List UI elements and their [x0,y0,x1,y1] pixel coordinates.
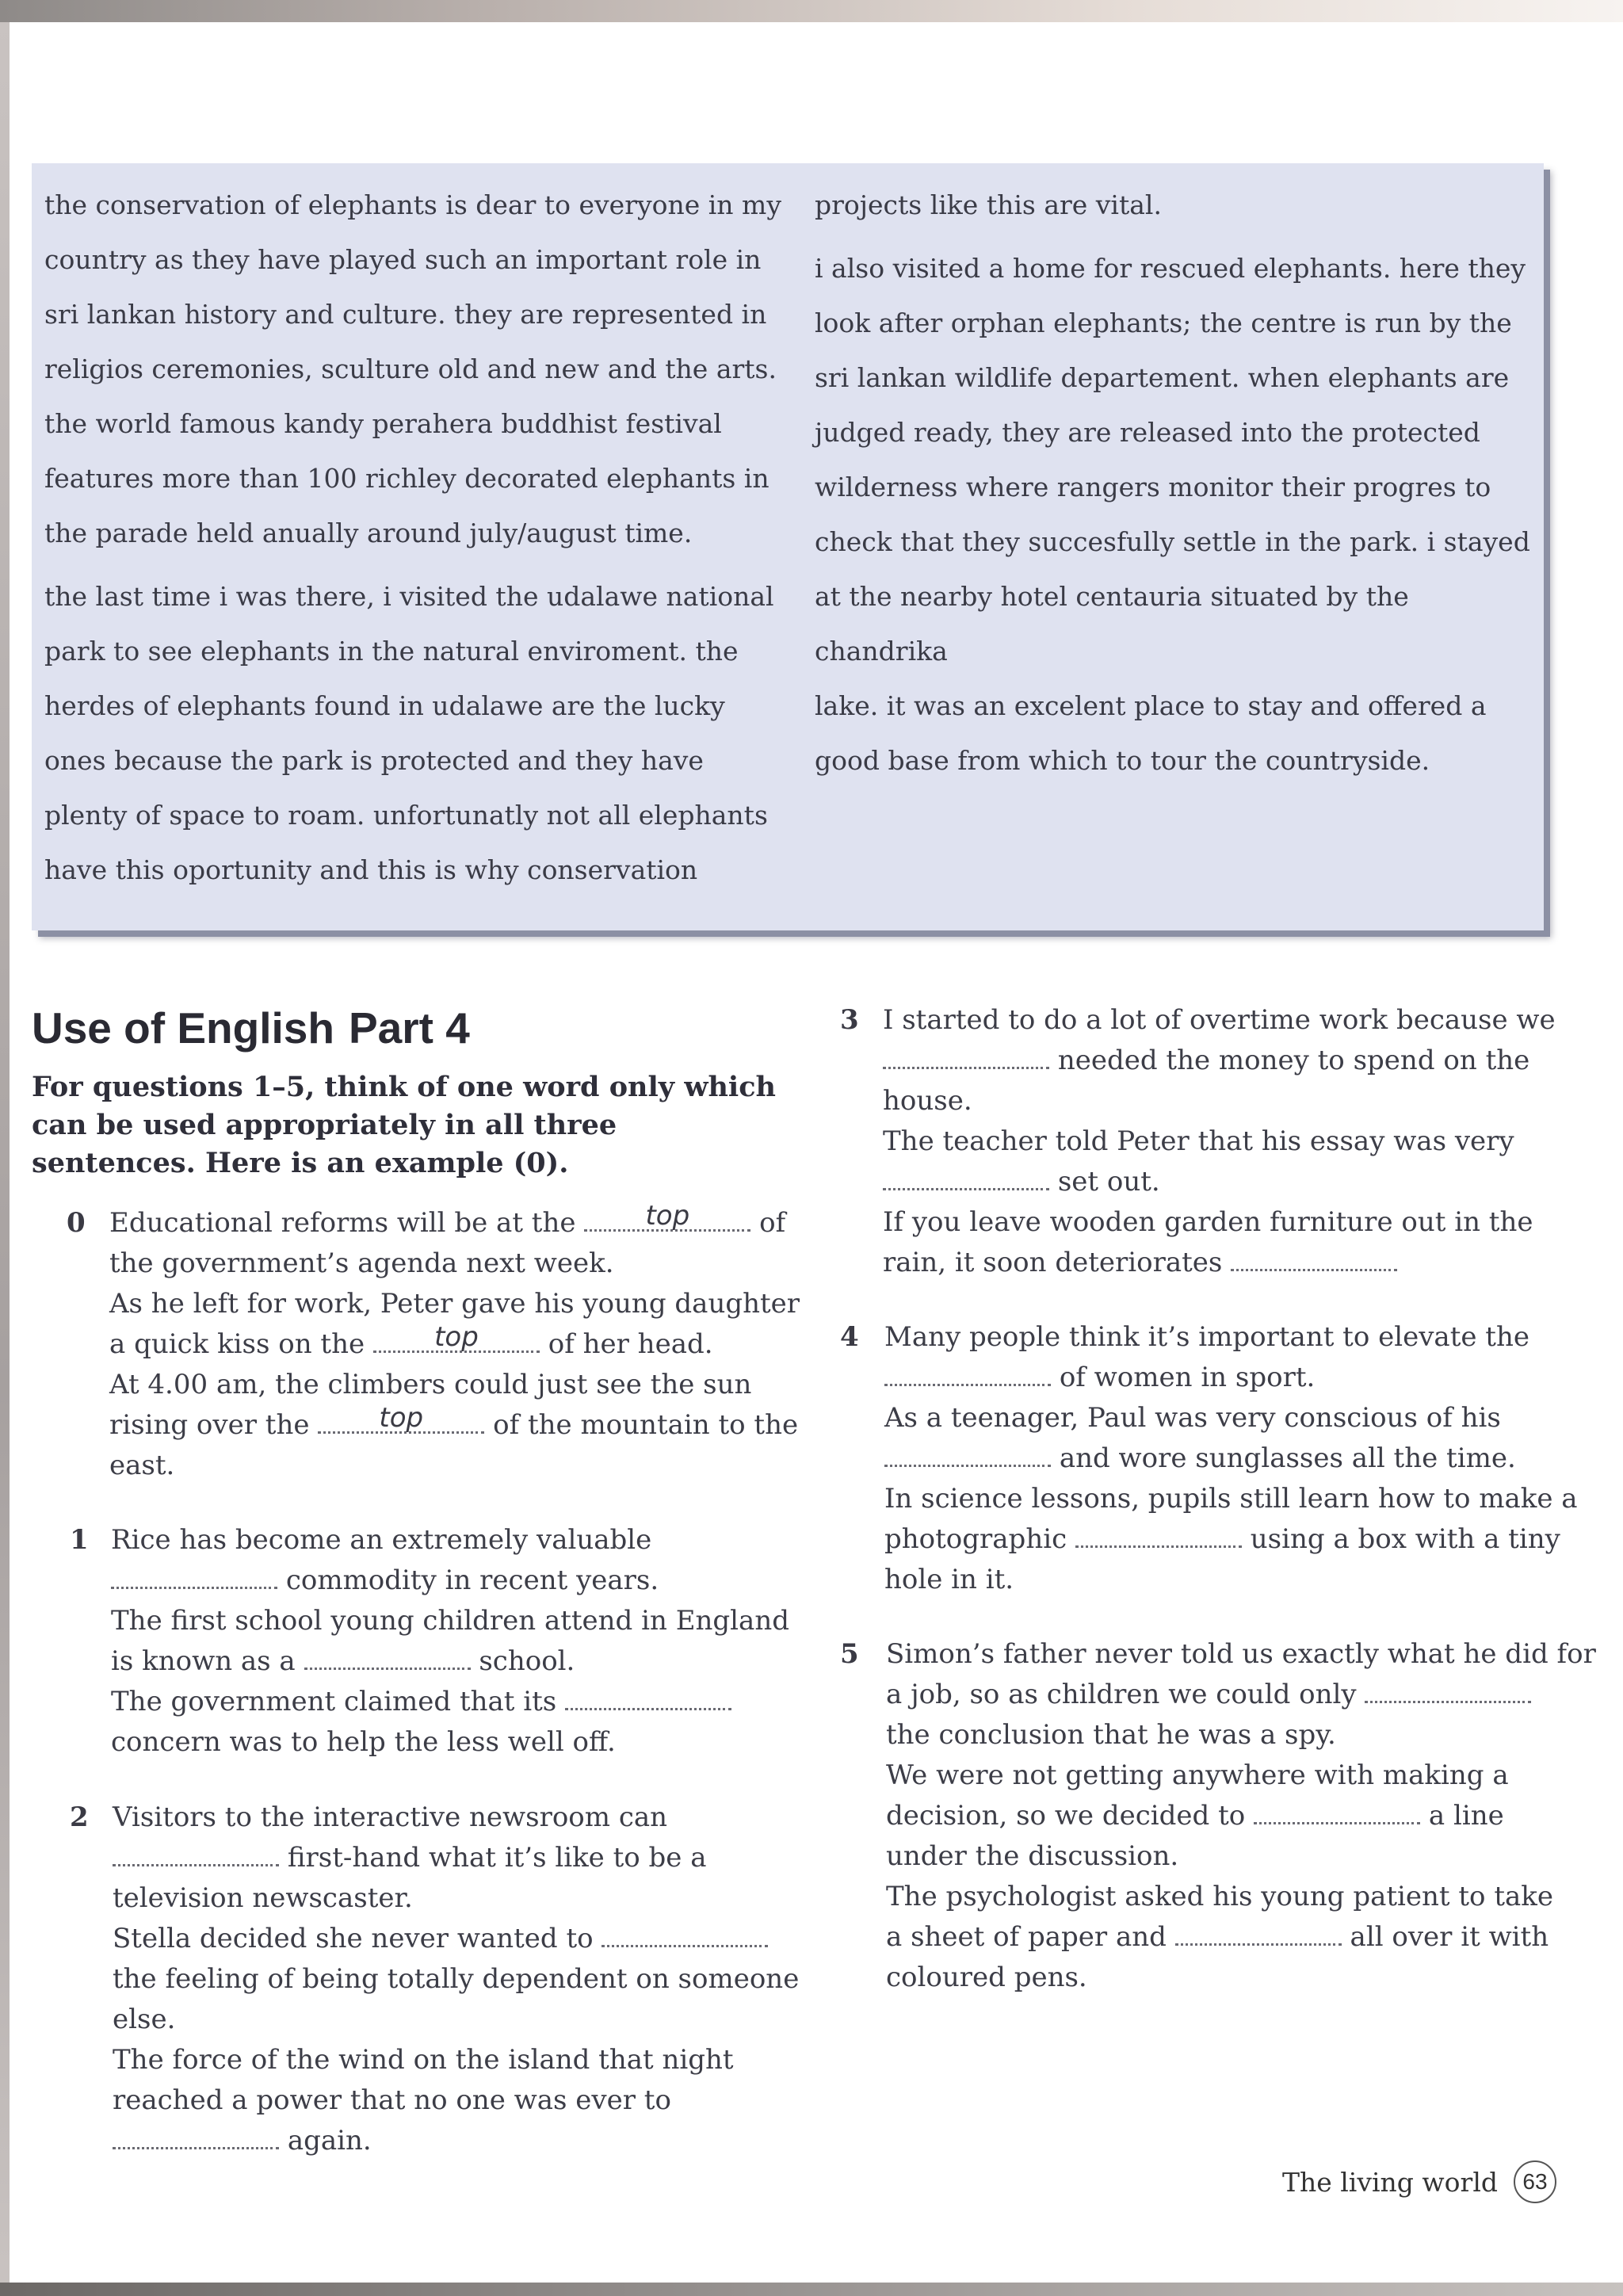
section-part-label: Part 4 [349,1003,470,1052]
passage-paragraph [44,569,797,897]
answer-blank[interactable] [884,1368,1051,1386]
question-text: I started to do a lot of overtime work because we [883,1004,1556,1036]
reading-passage-box [32,163,1544,930]
example-answer: top [379,1402,424,1434]
question-text: the feeling of being totally dependent on someone [113,1963,800,1995]
question-text: of the mountain to the [493,1409,799,1441]
answer-blank[interactable] [304,1652,471,1670]
question-text: The government claimed that its [111,1686,557,1717]
passage-line: plenty of space to roam. unfortunatly not all elephants [44,800,768,831]
passage-line: lake. it was an excelent place to stay and offered a [815,690,1487,721]
question-text: a sheet of paper and [886,1921,1167,1953]
passage-line: i also visited a home for rescued elephants. here they [815,253,1526,284]
question-text: reached a power that no one was ever to [113,2084,671,2116]
passage-line: the world famous kandy perahera buddhist festival [44,408,722,439]
question-text: commodity in recent years. [285,1564,659,1596]
page-bottom-edge [0,2283,1623,2296]
question-number: 5 [840,1638,859,1670]
question-text: rising over the [109,1409,310,1441]
question-text: concern was to help the less well off. [111,1726,616,1758]
passage-line: have this oportunity and this is why conservation [44,854,698,885]
question-text: rain, it soon deteriorates [883,1247,1223,1278]
answer-blank [318,1402,484,1434]
question-0 [32,1200,800,1486]
answer-blank [373,1321,540,1353]
passage-line: the conservation of elephants is dear to everyone in my [44,189,781,220]
question-text: first-hand what it’s like to be a [287,1842,707,1874]
answer-blank[interactable] [883,1172,1049,1190]
question-text: Simon’s father never told us exactly what he did for [886,1638,1596,1670]
passage-line: judged ready, they are released into the protected [815,417,1480,448]
passage-line: look after orphan elephants; the centre is run by the [815,308,1512,338]
question-text: coloured pens. [886,1962,1087,1993]
section-title [32,1000,470,1056]
question-text: decision, so we decided to [886,1800,1246,1832]
question-text: the government’s agenda next week. [109,1247,614,1279]
question-text: a job, so as children we could only [886,1679,1357,1710]
passage-line: country as they have played such an important role in [44,244,762,275]
passage-paragraph [815,178,1544,232]
passage-line: ones because the park is protected and they have [44,745,704,776]
passage-paragraph [815,241,1544,788]
answer-blank[interactable] [1175,1927,1342,1946]
question-text: photographic [884,1523,1067,1555]
question-text: The force of the wind on the island that night [113,2044,734,2076]
passage-line: herdes of elephants found in udalawe are the lucky [44,690,725,721]
passage-line: good base from which to tour the countryside. [815,745,1430,776]
section-instructions: For questions 1–5, think of one word only which can be used appropriately in all three sentences. Here is an example (0). [32,1071,776,1179]
question-number: 1 [70,1524,89,1556]
answer-blank[interactable] [565,1692,731,1710]
question-2 [32,1797,800,2161]
question-text: The first school young children attend in England [111,1605,789,1637]
question-number: 2 [70,1801,89,1833]
question-text: The psychologist asked his young patient to take [886,1881,1553,1912]
question-text: The teacher told Peter that his essay was very [883,1125,1514,1157]
page-binding-edge [0,22,10,2296]
passage-right-column [815,178,1544,797]
question-text: else. [113,2004,176,2035]
section-title-text: Use of English [32,1003,334,1052]
question-text: Many people think it’s important to elevate the [884,1321,1529,1353]
question-text: set out. [1057,1166,1160,1198]
question-text: a quick kiss on the [109,1328,365,1360]
question-text: hole in it. [884,1564,1014,1595]
passage-line: check that they succesfully settle in the park. i stayed [815,526,1530,557]
question-text: At 4.00 am, the climbers could just see the sun [109,1369,752,1400]
question-text: using a box with a tiny [1250,1523,1560,1555]
question-text: the conclusion that he was a spy. [886,1719,1336,1751]
answer-blank[interactable] [601,1929,768,1947]
answer-blank[interactable] [111,1571,277,1589]
question-text: We were not getting anywhere with making a [886,1759,1509,1791]
question-text: of her head. [548,1328,713,1360]
question-text: Stella decided she never wanted to [113,1923,594,1954]
question-text: under the discussion. [886,1840,1179,1872]
passage-paragraph [44,178,797,560]
answer-blank[interactable] [1231,1253,1397,1271]
question-5 [840,1634,1596,1998]
answer-blank[interactable] [1075,1530,1242,1548]
question-text: school. [479,1645,575,1677]
example-answer: top [645,1200,690,1232]
page-top-edge [0,0,1623,22]
passage-line: at the nearby hotel centauria situated by the chandrika [815,581,1409,667]
passage-line: features more than 100 richley decorated elephants in [44,463,769,494]
question-3 [840,1000,1577,1283]
footer-section-name: The living world [1281,2166,1498,2198]
answer-blank[interactable] [884,1449,1051,1467]
question-text: is known as a [111,1645,296,1677]
answer-blank [584,1200,750,1232]
question-1 [32,1520,792,1763]
question-number: 4 [840,1321,859,1353]
question-text: needed the money to spend on the [1057,1045,1530,1076]
question-text: Rice has become an extremely valuable [111,1524,652,1556]
question-text: Visitors to the interactive newsroom can [113,1801,668,1833]
question-text: again. [287,2125,372,2157]
passage-line: projects like this are vital. [815,189,1162,220]
question-text: east. [109,1450,175,1481]
passage-line: the last time i was there, i visited the udalawe national [44,581,774,612]
answer-blank[interactable] [1254,1806,1420,1824]
question-text: As he left for work, Peter gave his young daughter [109,1288,800,1320]
question-text: a line [1428,1800,1504,1832]
answer-blank[interactable] [113,2131,279,2149]
answer-blank[interactable] [883,1051,1049,1069]
question-text: all over it with [1350,1921,1549,1953]
question-text: Educational reforms will be at the [109,1207,576,1239]
page-footer [1282,2160,1556,2203]
question-text: of women in sport. [1059,1362,1316,1393]
question-text: As a teenager, Paul was very conscious of his [884,1402,1501,1434]
passage-line: sri lankan wildlife departement. when elephants are [815,362,1510,393]
page-number: 63 [1514,2160,1556,2203]
question-text: and wore sunglasses all the time. [1059,1442,1516,1474]
question-text: television newscaster. [113,1882,413,1914]
question-number: 0 [67,1207,86,1239]
passage-line: sri lankan history and culture. they are represented in [44,299,767,330]
passage-left-column [44,178,797,906]
passage-line: park to see elephants in the natural enviroment. the [44,636,739,667]
question-number: 3 [840,1004,859,1036]
question-4 [840,1317,1577,1600]
question-text: In science lessons, pupils still learn how to make a [884,1483,1578,1515]
example-answer: top [434,1321,479,1353]
passage-line: religios ceremonies, sculture old and new and the arts. [44,353,777,384]
passage-line: the parade held anually around july/august time. [44,518,693,548]
passage-line: wilderness where rangers monitor their progres to [815,472,1491,502]
answer-blank[interactable] [113,1848,279,1866]
question-text: house. [883,1085,972,1117]
question-text: If you leave wooden garden furniture out in the [883,1206,1533,1238]
question-text: of [759,1207,786,1239]
answer-blank[interactable] [1365,1685,1531,1703]
